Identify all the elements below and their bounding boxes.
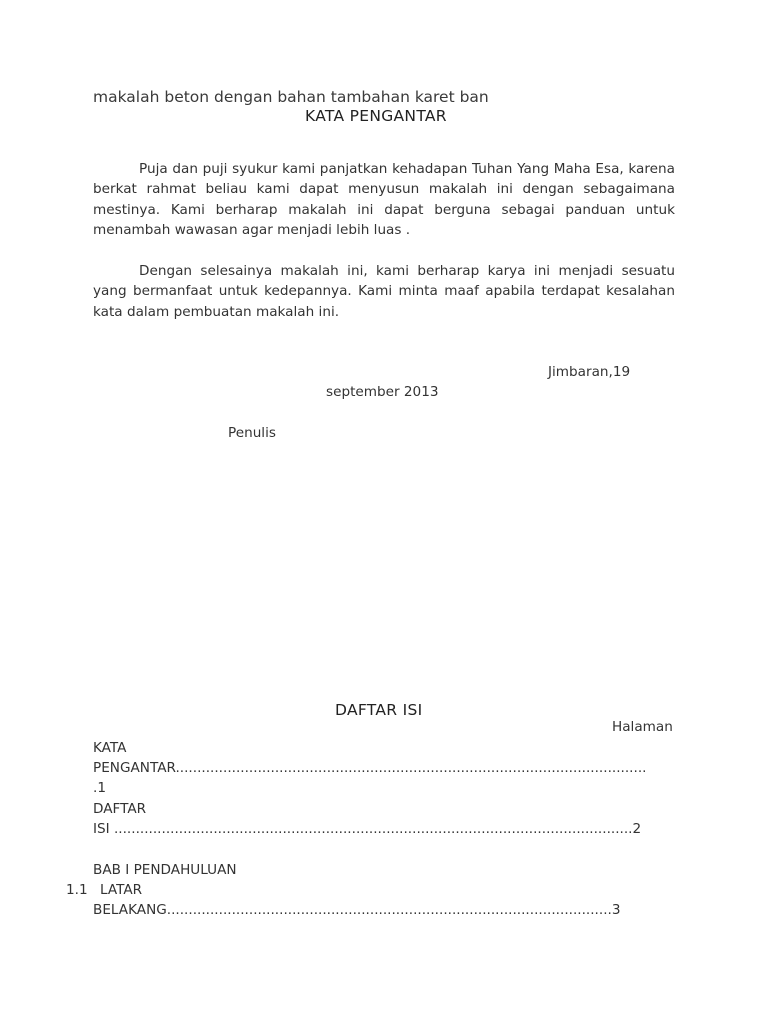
preface-paragraph-1: Puja dan puji syukur kami panjatkan kehadapan Tuhan Yang Maha Esa, karena berkat rahmat beliau kami dapat menyusun makalah ini dengan sebagaimana mestinya. Kami berharap makalah ini dapat berguna sebagai panduan untuk menambah wawasan agar menjadi lebih luas . bbox=[93, 161, 675, 238]
daftar-isi-heading: DAFTAR ISI bbox=[335, 701, 423, 719]
signature-penulis: Penulis bbox=[228, 425, 276, 441]
toc-entry-page: .1 bbox=[93, 780, 106, 796]
page-column-label: Halaman bbox=[612, 719, 673, 735]
toc-entry-line: KATA bbox=[93, 740, 127, 756]
toc-entry-line: ISI ........................................................................................................................2 bbox=[93, 821, 642, 837]
preface-paragraph-2: Dengan selesainya makalah ini, kami berharap karya ini menjadi sesuatu yang bermanfaat untuk kedepannya. Kami minta maaf apabila terdapat kesalahan kata dalam pembuatan makalah ini. bbox=[93, 263, 675, 320]
place-date-line-2: september 2013 bbox=[326, 384, 439, 400]
toc-entry-line: LATAR bbox=[100, 882, 143, 898]
toc-entry-line: DAFTAR bbox=[93, 801, 147, 817]
toc-chapter-bab-1: BAB I PENDAHULUAN bbox=[93, 862, 237, 878]
toc-entry-line: PENGANTAR............................................................................................................. bbox=[93, 760, 647, 776]
place-date-line-1: Jimbaran,19 bbox=[548, 364, 631, 380]
toc-entry-number: 1.1 bbox=[66, 882, 88, 898]
kata-pengantar-heading: KATA PENGANTAR bbox=[305, 107, 447, 125]
document-title: makalah beton dengan bahan tambahan karet ban bbox=[93, 88, 489, 106]
toc-entry-line: BELAKANG.......................................................................................................3 bbox=[93, 902, 621, 918]
